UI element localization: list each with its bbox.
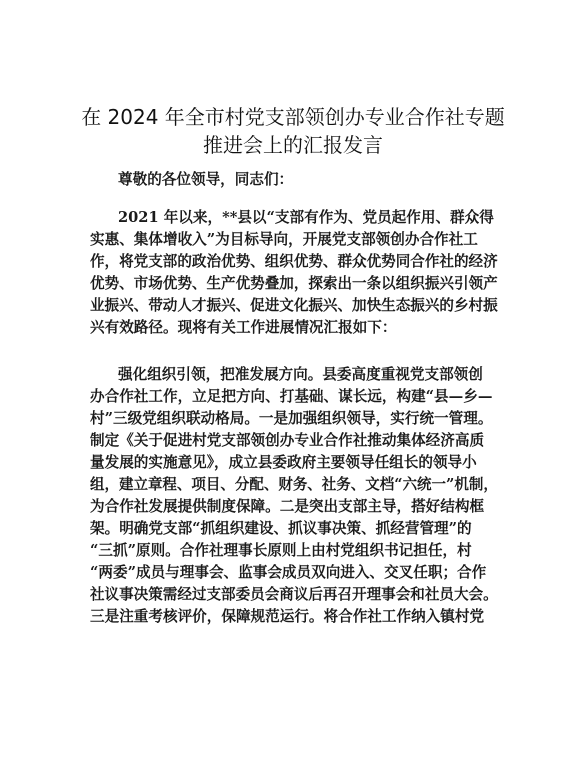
body-line: 组，建立章程、项目、分配、财务、社务、文档“六统一”机制， — [90, 476, 498, 493]
body-line: 三是注重考核评价，保障规范运行。将合作社工作纳入镇村党 — [90, 608, 485, 625]
body-line: 制定《关于促进村党支部领创办专业合作社推动集体经济高质 — [90, 432, 485, 449]
body-line: “两委”成员与理事会、监事会成员双向进入、交叉任职；合作 — [90, 564, 487, 581]
document-title-line-2: 推进会上的汇报发言 — [203, 133, 383, 157]
body-line: 量发展的实施意见》，成立县委政府主要领导任组长的领导小 — [90, 454, 477, 471]
salutation: 尊敬的各位领导，同志们： — [118, 171, 294, 188]
body-line: 办合作社工作，立足把方向、打基础、谋长远，构建“县—乡— — [90, 388, 493, 405]
body-line: 实惠、集体增收入”为目标导向，开展党支部领创办合作社工 — [90, 231, 478, 248]
body-line: 作，将党支部的政治优势、组织优势、群众优势同合作社的经济 — [90, 253, 498, 270]
body-line: 强化组织引领，把准发展方向。县委高度重视党支部领创 — [118, 366, 483, 383]
body-line: 为合作社发展提供制度保障。二是突出支部主导，搭好结构框 — [90, 498, 485, 515]
body-line: 业振兴、带动人才振兴、促进文化振兴、加快生态振兴的乡村振 — [90, 297, 498, 314]
body-line: “三抓”原则。合作社理事长原则上由村党组织书记担任，村 — [90, 542, 472, 559]
document-title-line-1: 在 2024 年全市村党支部领创办专业合作社专题 — [81, 105, 505, 129]
body-line: 架。明确党支部“抓组织建设、抓议事决策、抓经营管理”的 — [90, 520, 472, 537]
body-line: 优势、市场优势、生产优势叠加，探索出一条以组织振兴引领产 — [90, 275, 498, 292]
body-line: 社议事决策需经过支部委员会商议后再召开理事会和社员大会。 — [90, 586, 498, 603]
body-line: 2021 年以来，**县以“支部有作为、党员起作用、群众得 — [118, 209, 494, 226]
body-line: 兴有效路径。现将有关工作进展情况汇报如下： — [90, 319, 397, 336]
body-line: 村”三级党组织联动格局。一是加强组织领导，实行统一管理。 — [90, 410, 493, 427]
